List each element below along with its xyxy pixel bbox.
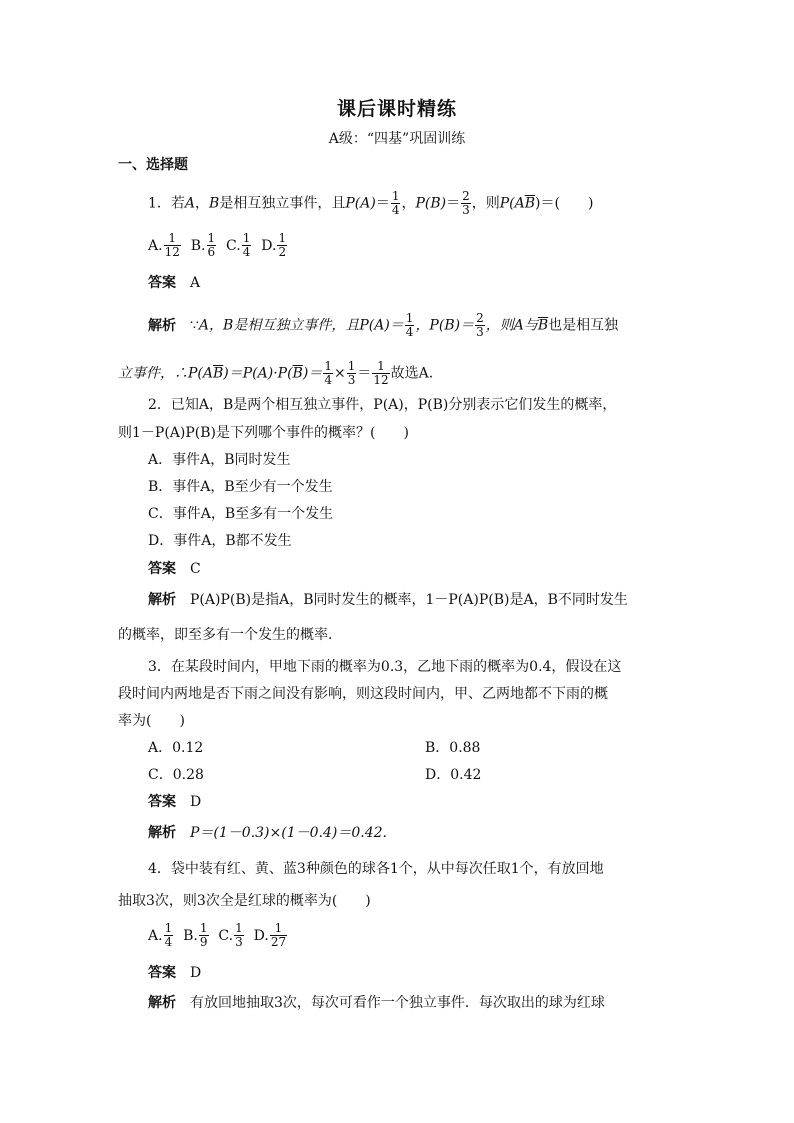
q4-stem-line1: 4．袋中装有红、黄、蓝3种颜色的球各1个，从中每次任取1个，有放回地 bbox=[148, 861, 604, 877]
q4-option-c: C. $\frac{1}{3}$ bbox=[218, 921, 243, 950]
page-subtitle: A级：“四基”巩固训练 bbox=[328, 131, 466, 147]
q3-answer: 答案 D bbox=[148, 794, 202, 810]
q4-stem-line2: 抽取3次，则3次全是红球的概率为( ) bbox=[118, 893, 371, 909]
q1-stem: 1．若A，B是相互独立事件，且P(A)＝ $\frac{1}{4}$ ，P(B)＝ $\frac{2}{3}$ ，则$P(A\overline{B})=$( ) bbox=[148, 189, 594, 218]
q3-stem-line3: 率为( ) bbox=[118, 713, 185, 729]
q2-explanation-line2: 的概率，即至多有一个发生的概率． bbox=[118, 627, 342, 643]
q2-option-b: B．事件A，B至少有一个发生 bbox=[148, 479, 333, 495]
q3-stem-line2: 段时间内两地是否下雨之间没有影响，则这段时间内，甲、乙两地都不下雨的概 bbox=[118, 686, 608, 702]
q2-stem-line1: 2．已知A，B是两个相互独立事件，P(A)，P(B)分别表示它们发生的概率， bbox=[148, 397, 617, 413]
q3-option-d: D．0.42 bbox=[425, 767, 482, 783]
q3-option-c: C．0.28 bbox=[148, 767, 204, 783]
q4-option-b: B. $\frac{1}{9}$ bbox=[183, 921, 208, 950]
q4-option-d: D. $\frac{1}{27}$ bbox=[253, 921, 287, 950]
q2-answer: 答案 C bbox=[148, 561, 201, 577]
q3-option-a: A．0.12 bbox=[148, 740, 204, 756]
section-heading: 一、选择题 bbox=[118, 157, 188, 173]
q1-option-c: C. $\frac{1}{4}$ bbox=[226, 231, 251, 260]
q4-explanation-line1: 解析 有放回地抽取3次，每次可看作一个独立事件．每次取出的球为红球 bbox=[148, 995, 605, 1011]
q4-options bbox=[148, 922, 288, 949]
q3-option-b: B．0.88 bbox=[425, 740, 481, 756]
q1-explanation-line2: 立事件，$\therefore P(A\overline{B})=P(A)\cdot P(\overline{B})=$ $\frac{1}{4}$ × $\frac{1}{3}$ ＝ $\frac{1}{12}$ 故选A. bbox=[118, 359, 434, 388]
q1-option-b: B. $\frac{1}{6}$ bbox=[190, 231, 216, 260]
q2-option-c: C．事件A，B至多有一个发生 bbox=[148, 506, 334, 522]
q3-explanation: 解析 P＝(1－0.3)×(1－0.4)＝0.42. bbox=[148, 825, 387, 841]
q1-explanation-line1: 解析 ∵A，B是相互独立事件，且P(A)＝ $\frac{1}{4}$ ，P(B)＝ $\frac{2}{3}$ ，则A与$\overline{B}$也是相互独 bbox=[148, 311, 619, 340]
q2-option-a: A．事件A，B同时发生 bbox=[148, 452, 291, 468]
q1-answer: 答案 A bbox=[148, 275, 201, 291]
q2-option-d: D．事件A，B都不发生 bbox=[148, 533, 292, 549]
q3-stem-line1: 3．在某段时间内，甲地下雨的概率为0.3，乙地下雨的概率为0.4，假设在这 bbox=[148, 659, 622, 675]
q1-frac-pa: $\frac{1}{4}$ bbox=[391, 189, 400, 218]
q1-option-a: A. $\frac{1}{12}$ bbox=[148, 231, 180, 260]
q2-stem-line2: 则1－P(A)P(B)是下列哪个事件的概率？( ) bbox=[118, 425, 409, 441]
q4-option-a: A. $\frac{1}{4}$ bbox=[148, 921, 173, 950]
q4-answer: 答案 D bbox=[148, 965, 202, 981]
q2-explanation-line1: 解析 P(A)P(B)是指A，B同时发生的概率，1－P(A)P(B)是A，B不同时发生 bbox=[148, 592, 628, 608]
q1-options bbox=[148, 232, 288, 259]
q1-option-d: D. $\frac{1}{2}$ bbox=[261, 231, 287, 260]
q1-frac-pb: $\frac{2}{3}$ bbox=[462, 189, 470, 218]
page-title: 课后课时精练 bbox=[336, 98, 457, 120]
